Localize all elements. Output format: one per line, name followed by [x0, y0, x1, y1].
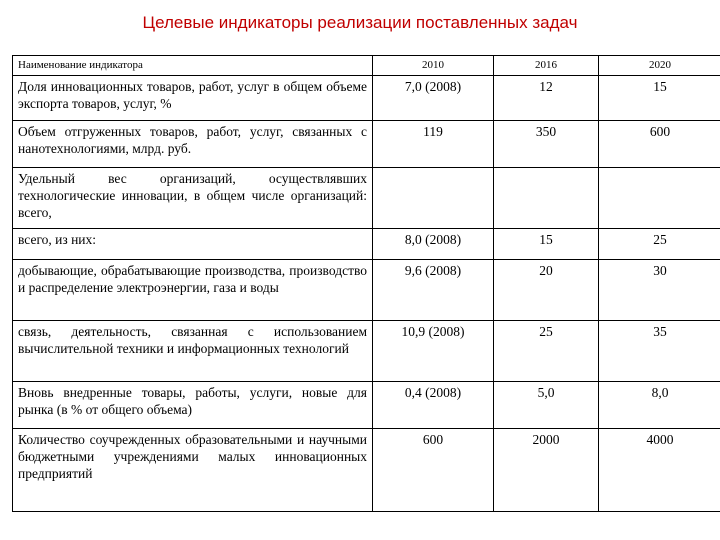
indicator-name: Доля инновационных товаров, работ, услуг в общем объеме экспорта товаров, услуг, %	[13, 76, 373, 121]
table-row	[13, 229, 720, 260]
value-2020: 4000	[599, 429, 720, 512]
header-year-2020: 2020	[599, 56, 720, 76]
value-2010	[373, 168, 494, 229]
table-row	[13, 121, 720, 168]
indicator-name: Объем отгруженных товаров, работ, услуг, связанных с нанотехнологиями, млрд. руб.	[13, 121, 373, 168]
header-year-2010: 2010	[373, 56, 494, 76]
value-2016: 25	[494, 321, 599, 382]
value-2010: 10,9 (2008)	[373, 321, 494, 382]
value-2020: 30	[599, 260, 720, 321]
indicator-name: всего, из них:	[13, 229, 373, 260]
page-title: Целевые индикаторы реализации поставленных задач	[142, 13, 578, 32]
table-row	[13, 321, 720, 382]
value-2010: 8,0 (2008)	[373, 229, 494, 260]
indicators-table	[12, 55, 720, 512]
value-2016: 12	[494, 76, 599, 121]
value-2010: 9,6 (2008)	[373, 260, 494, 321]
value-2020: 8,0	[599, 382, 720, 429]
indicator-name: добывающие, обрабатывающие производства, производство и распределение электроэнергии, газа и воды	[13, 260, 373, 321]
value-2010: 0,4 (2008)	[373, 382, 494, 429]
table-row	[13, 429, 720, 512]
indicator-name: Количество соучрежденных образовательными и научными бюджетными учреждениями малых инновационных предприятий	[13, 429, 373, 512]
table-row	[13, 76, 720, 121]
table-row	[13, 168, 720, 229]
table-row	[13, 260, 720, 321]
value-2016: 20	[494, 260, 599, 321]
value-2016: 5,0	[494, 382, 599, 429]
value-2010: 119	[373, 121, 494, 168]
value-2010: 600	[373, 429, 494, 512]
header-indicator-name: Наименование индикатора	[13, 56, 373, 76]
table-header-row	[13, 56, 720, 76]
value-2016: 350	[494, 121, 599, 168]
value-2020: 25	[599, 229, 720, 260]
value-2016	[494, 168, 599, 229]
value-2020	[599, 168, 720, 229]
value-2016: 15	[494, 229, 599, 260]
indicator-name: Удельный вес организаций, осуществлявших технологические инновации, в общем числе организаций: всего,	[13, 168, 373, 229]
value-2020: 35	[599, 321, 720, 382]
value-2020: 15	[599, 76, 720, 121]
header-year-2016: 2016	[494, 56, 599, 76]
value-2010: 7,0 (2008)	[373, 76, 494, 121]
table-row	[13, 382, 720, 429]
indicator-name: связь, деятельность, связанная с использованием вычислительной техники и информационных технологий	[13, 321, 373, 382]
value-2020: 600	[599, 121, 720, 168]
value-2016: 2000	[494, 429, 599, 512]
indicator-name: Вновь внедренные товары, работы, услуги, новые для рынка (в % от общего объема)	[13, 382, 373, 429]
